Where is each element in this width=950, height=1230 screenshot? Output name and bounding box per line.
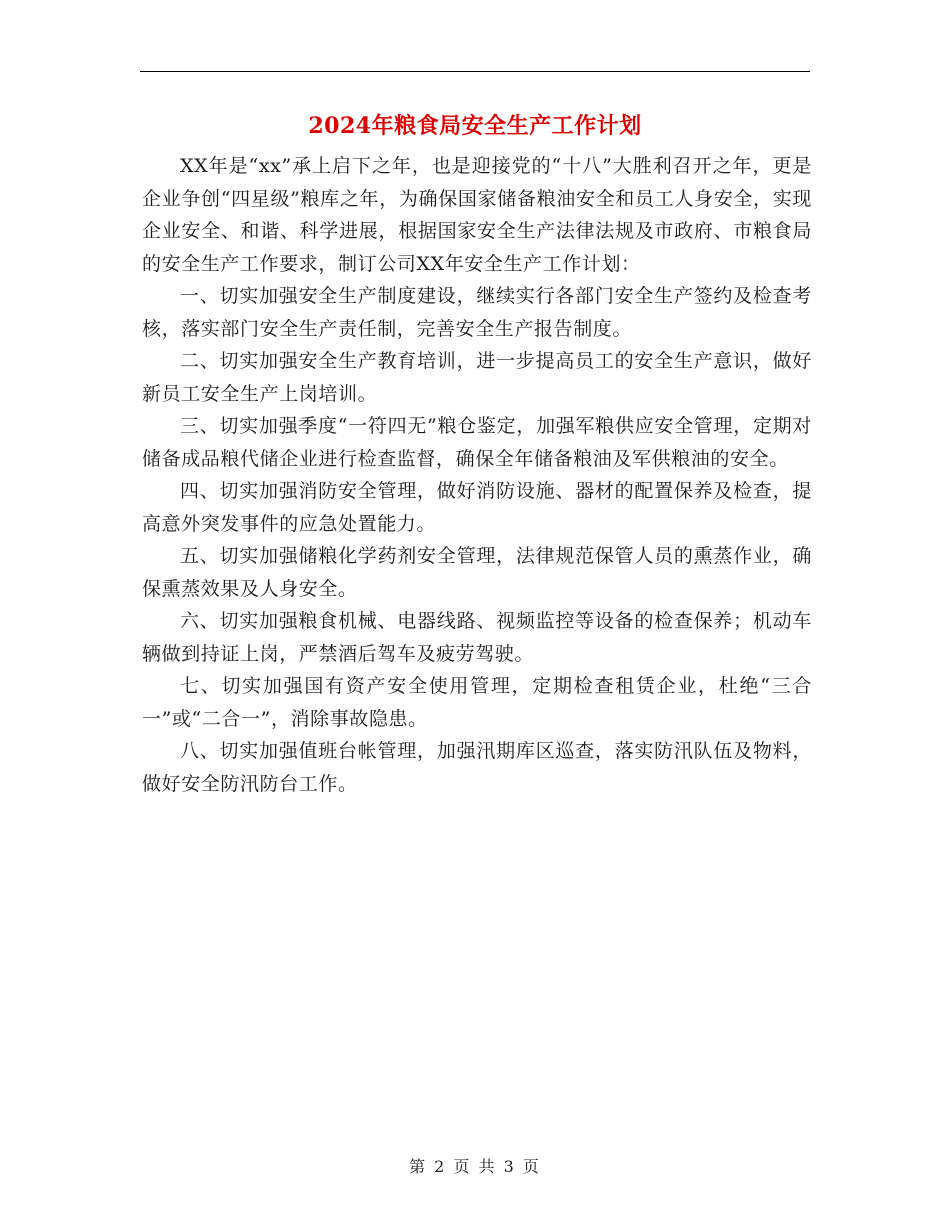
paragraph-item-1: 一、切实加强安全生产制度建设，继续实行各部门安全生产签约及检查考核，落实部门安全生产责任制，完善安全生产报告制度。 bbox=[142, 285, 812, 340]
paragraph-intro: XX年是“xx”承上启下之年，也是迎接党的“十八”大胜利召开之年，更是企业争创“四星级”粮库之年，为确保国家储备粮油安全和员工人身安全，实现企业安全、和谐、科学进展，根据国家安全生产法律法规及市政府、市粮食局的安全生产工作要求，制订公司XX年安全生产工作计划： bbox=[142, 155, 812, 275]
paragraph-item-4: 四、切实加强消防安全管理，做好消防设施、器材的配置保养及检查，提高意外突发事件的应急处置能力。 bbox=[142, 480, 812, 535]
paragraph-item-5: 五、切实加强储粮化学药剂安全管理，法律规范保管人员的熏蒸作业，确保熏蒸效果及人身安全。 bbox=[142, 545, 812, 600]
page-number-footer: 第 2 页 共 3 页 bbox=[409, 1157, 541, 1176]
paragraph-item-8: 八、切实加强值班台帐管理，加强汛期库区巡查，落实防汛队伍及物料，做好安全防汛防台工作。 bbox=[142, 740, 812, 795]
paragraph-item-3: 三、切实加强季度“一符四无”粮仓鉴定，加强军粮供应安全管理，定期对储备成品粮代储企业进行检查监督，确保全年储备粮油及军供粮油的安全。 bbox=[142, 415, 812, 470]
paragraph-item-6: 六、切实加强粮食机械、电器线路、视频监控等设备的检查保养；机动车辆做到持证上岗，严禁酒后驾车及疲劳驾驶。 bbox=[142, 610, 812, 665]
paragraph-item-2: 二、切实加强安全生产教育培训，进一步提高员工的安全生产意识，做好新员工安全生产上岗培训。 bbox=[142, 350, 812, 405]
document-body bbox=[142, 150, 812, 800]
paragraph-item-7: 七、切实加强国有资产安全使用管理，定期检查租赁企业，杜绝“三合一”或“二合一”，消除事故隐患。 bbox=[142, 675, 812, 730]
document-title: 2024年粮食局安全生产工作计划 bbox=[308, 113, 642, 139]
header-rule bbox=[140, 71, 810, 72]
